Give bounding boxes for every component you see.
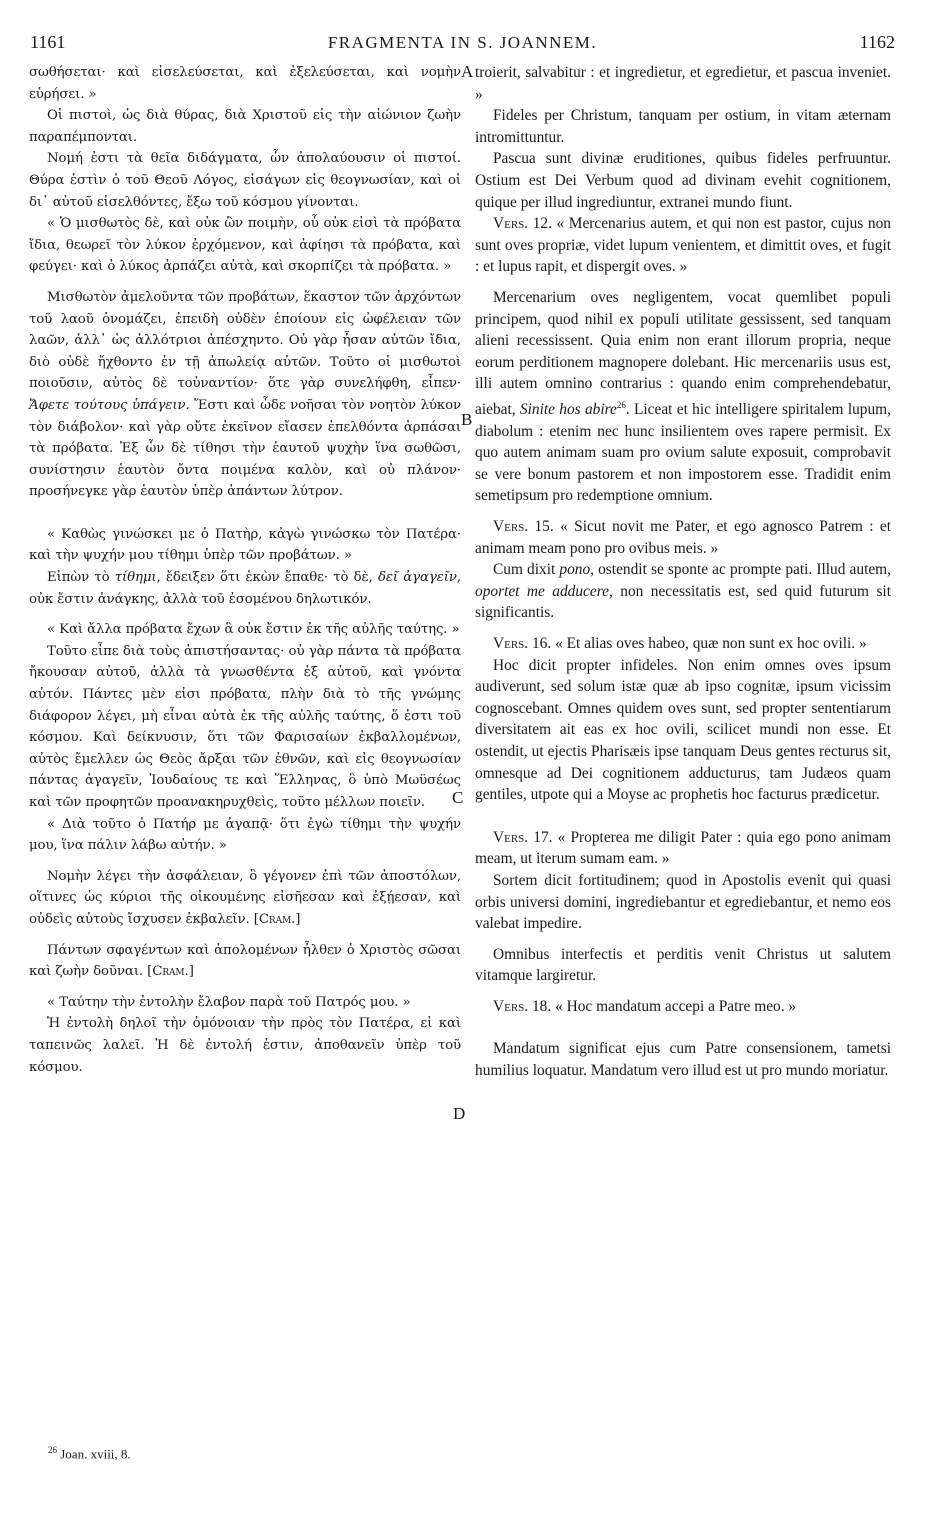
- latin-verse: Vers. 17. « Propterea me diligit Pater : quia ego pono animam meam, ut iterum sumam eam. »: [475, 828, 891, 868]
- greek-paragraph: Τοῦτο εἶπε διὰ τοὺς ἀπιστήσαντας· οὐ γὰρ πάντα τὰ πρόβατα ἤκουσαν αὐτοῦ, ἀλλὰ τὰ γνωσθέντα ἐξ αὐτοῦ, καὶ γνόντα αὐτόν. Πάντες μὲν εἰσι πρόβατα, πλὴν διὰ τὸ τῆς γνώμης διάφορον λέγει, μὴ εἶναι αὐτὰ ἐκ τῆς αὐλῆς ταύτης, ὅ ἐστι τοῦ κόσμου. Καὶ δείκνυσιν, ὅτι τῶν Φαρισαίων ἐκβαλλομένων, αὐτὸς ἔμελλεν ὡς Θεὸς ἄρξαι τῶν ἐθνῶν, καὶ εἰς θεογνωσίαν πάντας ἀγαγεῖν, Ἰουδαίους τε καὶ Ἕλληνας, ὃ ὑπὸ Μωϋσέως καὶ τῶν προφητῶν προανακηρυχθεὶς, τοῦτο μέλλων ποιεῖν.: [29, 643, 461, 810]
- verse-label: Vers. 12.: [493, 215, 552, 233]
- latin-paragraph: Mandatum significat ejus cum Patre consensionem, tametsi humilius loquatur. Mandatum vero illud est ut pro mundo moriatur.: [475, 1040, 891, 1080]
- greek-paragraph: Μισθωτὸν ἀμελοῦντα τῶν προβάτων, ἕκαστον τῶν ἀρχόντων τοῦ λαοῦ ὀνομάζει, ἐπειδὴ οὐδὲν ἐποίουν εἰς ὠφέλειαν τῶν λαῶν, ἀλλ᾽ ὡς ἀλλότριοι ἀπέσχηντο. Οὐ γὰρ ἦσαν αὐτῶν ἴδια, διὸ οὐδὲ ἤχθοντο ἐν τῇ ἀπωλείᾳ αὐτῶν. Τοῦτο οἱ μισθωτοὶ ποιοῦσιν, αὐτὸς δὲ τοὐναντίον· ὅτε γὰρ συνελήφθη, εἶπεν· Ἄφετε τούτους ὑπάγειν. Ἔστι καὶ ὧδε νοῆσαι τὸν νοητὸν λύκον τὸν διάβολον· καὶ γὰρ οὔτε ἐκεῖνον εἴασεν ἐπελθόντα ἁρπάσαι τὰ πρόβατα. Ἐξ ὧν δὲ τίθησι τὴν ἑαυτοῦ ψυχὴν ἵνα σωθῶσι, συνίστησιν ἑαυτὸν ὄντα ποιμένα καλὸν, καὶ οὐ πλάνον· προσήνεγκε γὰρ ἑαυτὸν ὑπὲρ ἁπάντων λύτρον.: [29, 289, 461, 500]
- greek-paragraph: σωθήσεται· καὶ εἰσελεύσεται, καὶ ἐξελεύσεται, καὶ νομὴν εὑρήσει. »: [29, 65, 461, 102]
- latin-paragraph: Mercenarium oves negligentem, vocat quemlibet populi principem, quod nihil ex populi utilitate gessissent, sed tanquam alieni recessissent. Quia enim non erant illorum propria, neque eorum perditionem magnopere dolebant. Hic mercenariis usus est, illi autem omnino contrarius : quando enim comprehendebatur, aiebat, Sinite hos abire$^{26}$. Liceat et hic intelligere spiritalem lupum, diabolum : etenim nec hunc insilientem oves rapere permisit. Ex quo autem animam suam pro ovium salute exposuit, comprobavit se vere bonum pastorem et non impostorem esse. Tradidit enim semetipsum pro redemptione omnium.: [475, 288, 891, 505]
- greek-paragraph: Οἱ πιστοὶ, ὡς διὰ θύρας, διὰ Χριστοῦ εἰς τὴν αἰώνιον ζωὴν παραπέμπονται.: [29, 108, 461, 145]
- page-number-right: 1162: [859, 32, 895, 52]
- greek-paragraph: Νομὴν λέγει τὴν ἀσφάλειαν, ὃ γέγονεν ἐπὶ τῶν ἀποστόλων, οἵτινες ὡς κύριοι τῆς οἰκουμένης εἰσῆεσαν καὶ ἐξῄεσαν, καὶ οὐδεὶς αὐτοὺς ἴσχυσεν ἐκβαλεῖν. [Cram.]: [29, 868, 461, 927]
- latin-verse: Vers. 15. « Sicut novit me Pater, et ego agnosco Patrem : et animam meam pono pro ovibus meis. »: [475, 518, 891, 557]
- latin-paragraph: Pascua sunt divinæ eruditiones, quibus fideles perfruuntur. Ostium est Dei Verbum quod ad divinam evehit cognitionem, quique per illud ingrediuntur, extranei mundo fiunt.: [475, 150, 891, 211]
- latin-column: [475, 62, 891, 1082]
- italic-quote: Ἄφετε τούτους ὑπάγειν.: [29, 397, 190, 413]
- verse-label: Vers. 18.: [493, 997, 552, 1015]
- verse-label: Vers. 16.: [493, 634, 552, 652]
- margin-letter-d: D: [453, 1104, 466, 1123]
- verse-label: Vers. 15.: [493, 518, 554, 535]
- greek-verse-quote: « Καθὼς γινώσκει με ὁ Πατὴρ, κἀγὼ γινώσκω τὸν Πατέρα· καὶ τὴν ψυχήν μου τίθημι ὑπὲρ τῶν προβάτων. »: [29, 526, 461, 564]
- latin-paragraph: Fideles per Christum, tanquam per ostium, in vitam æternam intromittuntur.: [475, 107, 891, 146]
- latin-paragraph: Cum dixit pono, ostendit se sponte ac prompte pati. Illud autem, oportet me adducere, non necessitatis est, sed quid futurum sit significantis.: [475, 561, 891, 622]
- footnote: $^{26}$ Joan. xviii, 8.: [48, 1445, 131, 1462]
- latin-verse: Vers. 16. « Et alias oves habeo, quæ non sunt ex hoc ovili. »: [493, 634, 867, 652]
- greek-verse-quote: « Ταύτην τὴν ἐντολὴν ἔλαβον παρὰ τοῦ Πατρός μου. »: [47, 994, 411, 1010]
- latin-paragraph: Omnibus interfectis et perditis venit Christus ut salutem vitamque largiretur.: [475, 945, 891, 985]
- margin-letter-b: B: [461, 410, 473, 429]
- running-header: [30, 32, 895, 56]
- greek-paragraph: Πάντων σφαγέντων καὶ ἀπολομένων ἦλθεν ὁ Χριστὸς σῶσαι καὶ ζωὴν δοῦναι. [Cram.]: [29, 942, 461, 980]
- running-title: FRAGMENTA IN S. JOANNEM.: [327, 33, 598, 52]
- greek-verse-quote: « Ὁ μισθωτὸς δὲ, καὶ οὐκ ὢν ποιμὴν, οὗ οὐκ εἰσὶ τὰ πρόβατα ἴδια, θεωρεῖ τὸν λύκον ἐρχόμενον, καὶ ἀφίησι τὰ πρόβατα, καὶ φεύγει· καὶ ὁ λύκος ἁρπάζει αὐτὰ, καὶ σκορπίζει τὰ πρόβατα. »: [29, 216, 461, 275]
- margin-letter-c: C: [452, 788, 464, 807]
- greek-verse-quote: « Διὰ τοῦτο ὁ Πατήρ με ἀγαπᾷ· ὅτι ἐγὼ τίθημι τὴν ψυχήν μου, ἵνα πάλιν λάβω αὐτήν. »: [29, 816, 461, 854]
- verse-label: Vers. 17.: [493, 828, 553, 846]
- latin-paragraph: Sortem dicit fortitudinem; quod in Apostolis evenit qui quasi orbis universi domini, ingrediebantur et egrediebantur, et nemo eos valebat impedire.: [475, 871, 891, 933]
- greek-paragraph: Ἡ ἐντολὴ δηλοῖ τὴν ὁμόνοιαν τὴν πρὸς τὸν Πατέρα, εἰ καὶ ταπεινῶς λαλεῖ. Ἡ δὲ ἐντολή ἐστιν, ἀποθανεῖν ὑπὲρ τοῦ κόσμου.: [29, 1016, 461, 1075]
- latin-verse: Vers. 18. « Hoc mandatum accepi a Patre meo. »: [493, 997, 797, 1015]
- latin-paragraph: troierit, salvabitur : et ingredietur, et egredietur, et pascua inveniet. »: [475, 64, 891, 103]
- footnote-ref: 26: [616, 399, 626, 410]
- margin-letter-a: A: [461, 62, 474, 81]
- page-number-left: 1161: [30, 32, 66, 52]
- greek-column: [29, 62, 464, 1078]
- latin-verse: Vers. 12. « Mercenarius autem, et qui non est pastor, cujus non sunt oves propriæ, videt lupum venientem, et dimittit oves, et fugit : et lupus rapit, et dispergit oves. »: [475, 215, 891, 276]
- greek-paragraph: Εἰπὼν τὸ τίθημι, ἔδειξεν ὅτι ἑκὼν ἔπαθε· τὸ δὲ, δεῖ ἀγαγεῖν, οὐκ ἔστιν ἀνάγκης, ἀλλὰ τοῦ ἐσομένου δηλωτικόν.: [29, 570, 461, 607]
- greek-paragraph: Νομή ἐστι τὰ θεῖα διδάγματα, ὧν ἀπολαύουσιν οἱ πιστοί. Θύρα ἐστὶν ὁ τοῦ Θεοῦ Λόγος, εἰσάγων εἰς θεογνωσίαν, καὶ οἱ δι᾽ αὐτοῦ εἰσελθόντες, ἔξω τοῦ κόσμου γίνονται.: [29, 151, 461, 210]
- latin-paragraph: Hoc dicit propter infideles. Non enim omnes oves ipsum audiverunt, sed solum istæ quæ ab ipso cognitæ, ipsum vicissim cognoscebant. Omnes quidem oves sunt, sed propter sententiarum diversitatem ait eas ex hoc ovili, scilicet mundi non esse. Et ostendit, ut ejectis Pharisæis ipse tanquam Deus gentes recturus sit, omnesque ad Dei cognitionem adducturus, tam Judæos quam gentiles, utpote qui a Moyse ac prophetis hoc facturus prædicetur.: [475, 656, 891, 804]
- greek-verse-quote: « Καὶ ἄλλα πρόβατα ἔχων ἃ οὐκ ἔστιν ἐκ τῆς αὐλῆς ταύτης. »: [47, 622, 460, 638]
